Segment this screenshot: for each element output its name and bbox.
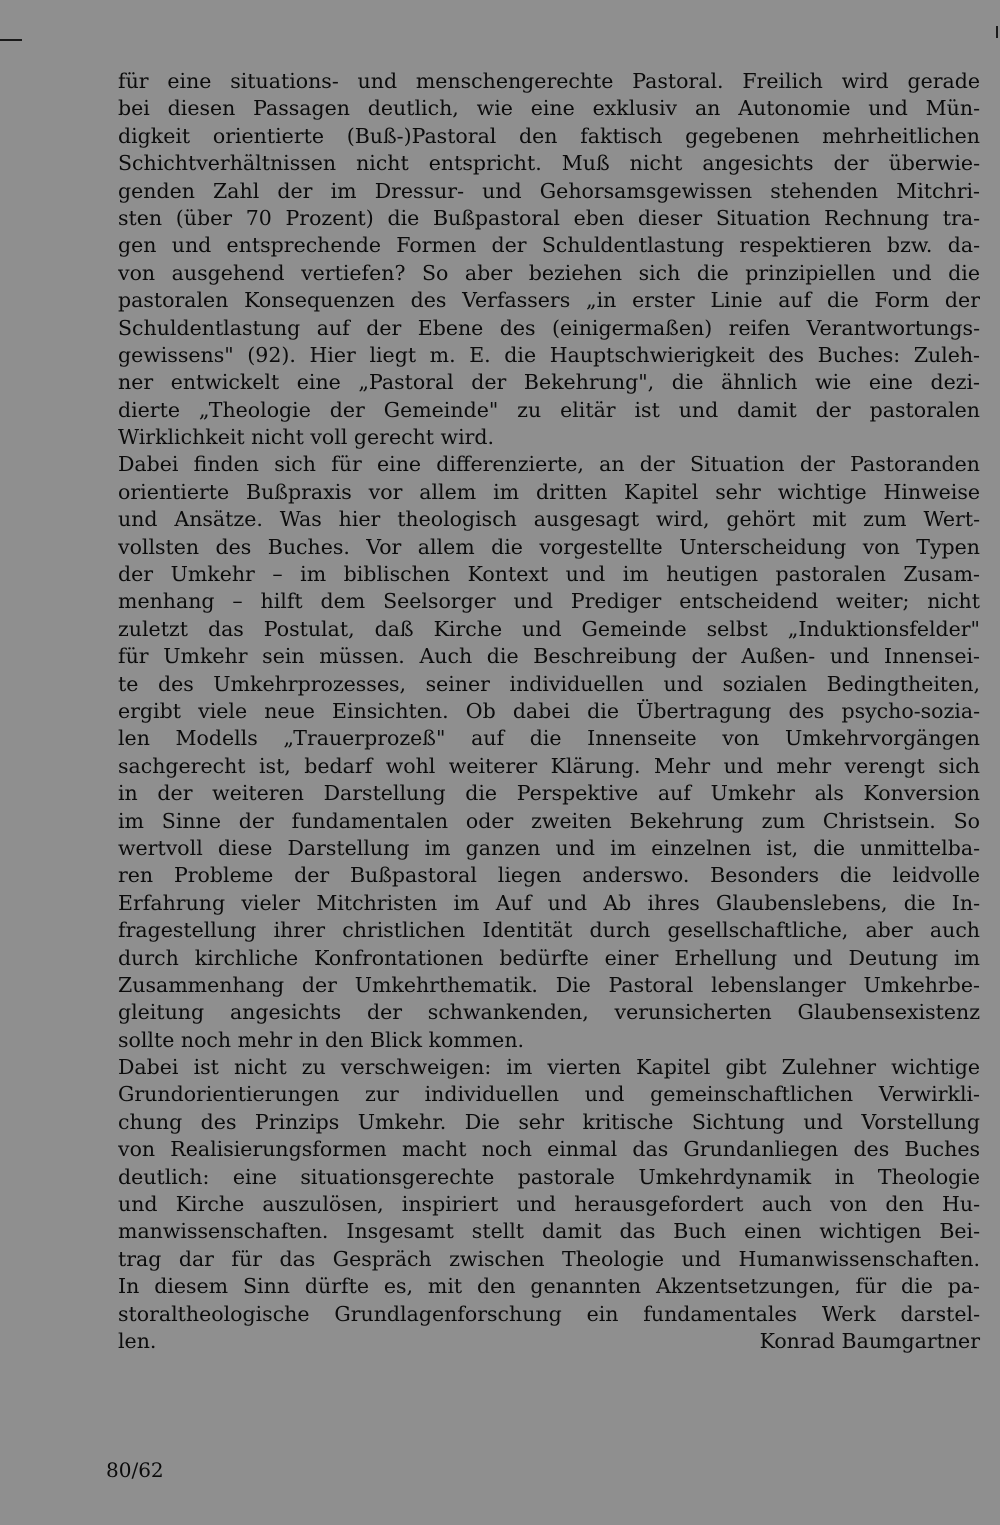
text-line: dierte „Theologie der Gemeinde" zu elitär ist und damit der pastoralen <box>118 397 980 422</box>
text-line: Grundorientierungen zur individuellen und gemeinschaftlichen Verwirkli- <box>118 1082 980 1107</box>
text-line: von ausgehend vertiefen? So aber beziehen sich die prinzipiellen und die <box>118 260 980 285</box>
text-line: menhang – hilft dem Seelsorger und Prediger entscheidend weiter; nicht <box>118 589 980 614</box>
text-line: ren Probleme der Bußpastoral liegen anderswo. Besonders die leidvolle <box>118 863 980 888</box>
text-line: vollsten des Buches. Vor allem die vorgestellte Unterscheidung von Typen <box>118 534 980 559</box>
text-line: ergibt viele neue Einsichten. Ob dabei die Übertragung des psycho-sozia- <box>118 698 980 723</box>
text-line: fragestellung ihrer christlichen Identität durch gesellschaftliche, aber auch <box>118 918 980 943</box>
text-line: und Kirche auszulösen, inspiriert und herausgefordert auch von den Hu- <box>118 1192 980 1217</box>
text-line: durch kirchliche Konfrontationen bedürfte einer Erhellung und Deutung im <box>118 945 980 970</box>
text-line: im Sinne der fundamentalen oder zweiten Bekehrung zum Christsein. So <box>118 808 980 833</box>
page-number: 80/62 <box>106 1458 164 1482</box>
text-line: Zusammenhang der Umkehrthematik. Die Pastoral lebenslanger Umkehrbe- <box>118 972 980 997</box>
paragraph-3 <box>118 1054 980 1355</box>
text-line: Schuldentlastung auf der Ebene des (einigermaßen) reifen Verantwortungs- <box>118 315 980 340</box>
text-line: Erfahrung vieler Mitchristen im Auf und Ab ihres Glaubenslebens, die In- <box>118 890 980 915</box>
text-line: Schichtverhältnissen nicht entspricht. Muß nicht angesichts der überwie- <box>118 151 980 176</box>
paragraph-2 <box>118 451 980 1054</box>
closing-word: len. <box>118 1328 157 1353</box>
text-line: von Realisierungsformen macht noch einmal das Grundanliegen des Buches <box>118 1137 980 1162</box>
closing-line <box>118 1328 980 1355</box>
text-line: für Umkehr sein müssen. Auch die Beschreibung der Außen- und Innensei- <box>118 644 980 669</box>
text-line: manwissenschaften. Insgesamt stellt damit das Buch einen wichtigen Bei- <box>118 1219 980 1244</box>
review-text <box>118 68 980 1355</box>
text-line: gen und entsprechende Formen der Schuldentlastung respektieren bzw. da- <box>118 233 980 258</box>
text-line: in der weiteren Darstellung die Perspektive auf Umkehr als Konversion <box>118 781 980 806</box>
text-line: wertvoll diese Darstellung im ganzen und im einzelnen ist, die unmittelba- <box>118 835 980 860</box>
text-line: sten (über 70 Prozent) die Bußpastoral eben dieser Situation Rechnung tra- <box>118 205 980 230</box>
text-line: len Modells „Trauerprozeß" auf die Innenseite von Umkehrvorgängen <box>118 726 980 751</box>
text-line: Dabei ist nicht zu verschweigen: im vierten Kapitel gibt Zulehner wichtige <box>118 1055 980 1080</box>
text-line: Wirklichkeit nicht voll gerecht wird. <box>118 425 495 450</box>
text-line: In diesem Sinn dürfte es, mit den genannten Akzentsetzungen, für die pa- <box>118 1274 980 1299</box>
text-line: te des Umkehrprozesses, seiner individuellen und sozialen Bedingtheiten, <box>118 671 980 696</box>
text-line: sachgerecht ist, bedarf wohl weiterer Klärung. Mehr und mehr verengt sich <box>118 753 980 778</box>
text-line: sollte noch mehr in den Blick kommen. <box>118 1027 525 1052</box>
text-line: gewissens" (92). Hier liegt m. E. die Hauptschwierigkeit des Buches: Zuleh- <box>118 342 980 367</box>
paragraph-1 <box>118 68 980 451</box>
text-line: storaltheologische Grundlagenforschung ein fundamentales Werk darstel- <box>118 1301 980 1326</box>
text-line: trag dar für das Gespräch zwischen Theologie und Humanwissenschaften. <box>118 1246 980 1271</box>
text-line: bei diesen Passagen deutlich, wie eine exklusiv an Autonomie und Mün- <box>118 96 980 121</box>
text-line: orientierte Bußpraxis vor allem im dritten Kapitel sehr wichtige Hinweise <box>118 479 980 504</box>
text-line: ner entwickelt eine „Pastoral der Bekehrung", die ähnlich wie eine dezi- <box>118 370 980 395</box>
text-line: zuletzt das Postulat, daß Kirche und Gemeinde selbst „Induktionsfelder" <box>118 616 980 641</box>
text-line: gleitung angesichts der schwankenden, verunsicherten Glaubensexistenz <box>118 1000 980 1025</box>
text-line: deutlich: eine situationsgerechte pastorale Umkehrdynamik in Theologie <box>118 1164 980 1189</box>
text-line: pastoralen Konsequenzen des Verfassers „in erster Linie auf die Form der <box>118 288 980 313</box>
text-line: und Ansätze. Was hier theologisch ausgesagt wird, gehört mit zum Wert- <box>118 507 980 532</box>
text-line: genden Zahl der im Dressur- und Gehorsamsgewissen stehenden Mitchri- <box>118 178 980 203</box>
crop-mark-left <box>0 39 22 41</box>
text-line: digkeit orientierte (Buß-)Pastoral den faktisch gegebenen mehrheitlichen <box>118 123 980 148</box>
text-line: chung des Prinzips Umkehr. Die sehr kritische Sichtung und Vorstellung <box>118 1109 980 1134</box>
crop-mark-right <box>996 26 998 38</box>
text-line: Dabei finden sich für eine differenzierte, an der Situation der Pastoranden <box>118 452 980 477</box>
text-line: für eine situations- und menschengerechte Pastoral. Freilich wird gerade <box>118 69 980 93</box>
author-signature: Konrad Baumgartner <box>759 1328 980 1353</box>
text-line: der Umkehr – im biblischen Kontext und im heutigen pastoralen Zusam- <box>118 562 980 587</box>
